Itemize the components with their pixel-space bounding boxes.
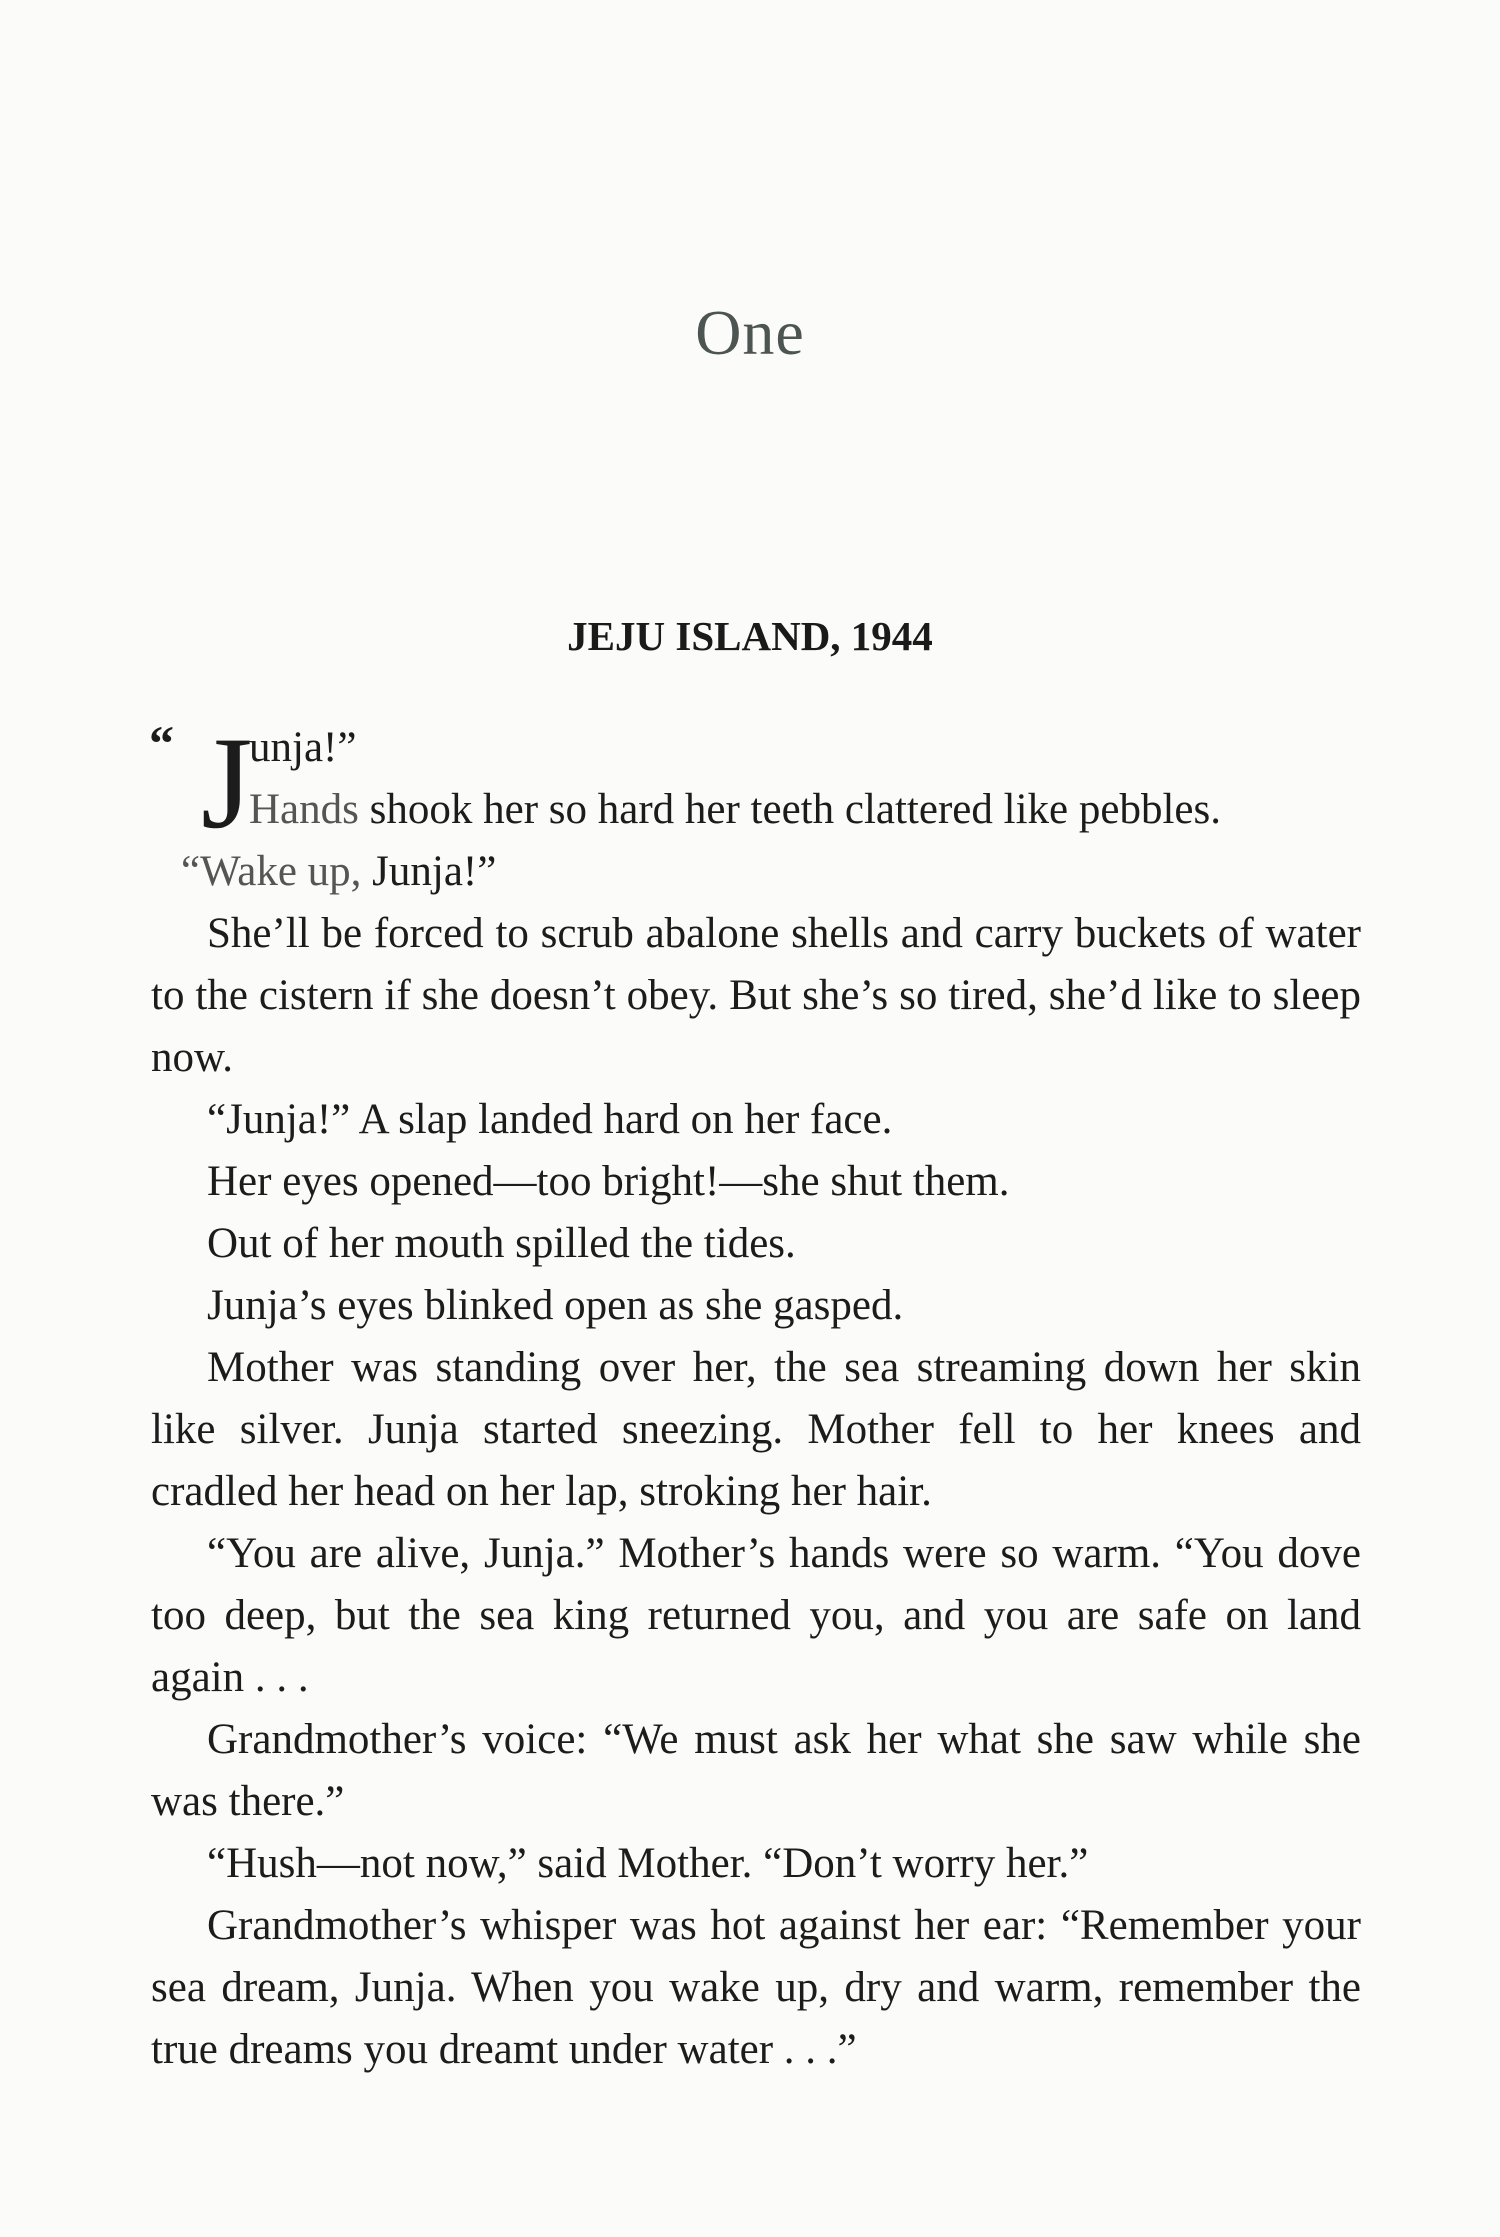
opening-line-2-lead: Hands xyxy=(249,786,359,833)
paragraph: “Hush—not now,” said Mother. “Don’t worry her.” xyxy=(207,1840,1089,1887)
dropcap-letter: J xyxy=(201,709,253,856)
section-heading: JEJU ISLAND, 1944 xyxy=(567,613,933,659)
opening-line-3-lead: “Wake up, xyxy=(181,848,362,895)
paragraph: Her eyes opened—too bright!—she shut them. xyxy=(207,1158,1010,1205)
paragraph: Junja’s eyes blinked open as she gasped. xyxy=(207,1282,904,1329)
chapter-title: One xyxy=(695,297,805,368)
paragraph: Out of her mouth spilled the tides. xyxy=(207,1220,796,1267)
opening-line-3-rest: Junja!” xyxy=(361,848,497,895)
paragraph: “You are alive, Junja.” Mother’s hands were so warm. “You dove too deep, but the sea king returned you, and you are safe on land again . . . xyxy=(151,1530,1361,1701)
opening-line-3 xyxy=(181,841,496,903)
dropcap-open-quote: “ xyxy=(149,715,174,771)
paragraph: Grandmother’s whisper was hot against her ear: “Remember your sea dream, Junja. When you wake up, dry and warm, remember the true dreams you dreamt under water . . .” xyxy=(151,1902,1361,2073)
paragraph: “Junja!” A slap landed hard on her face. xyxy=(207,1096,893,1143)
opening-line-2 xyxy=(249,779,1221,841)
paragraph: She’ll be forced to scrub abalone shells and carry buckets of water to the cistern if she doesn’t obey. But she’s so tired, she’d like to sleep now. xyxy=(151,910,1361,1081)
opening-line-2-rest: shook her so hard her teeth clattered like pebbles. xyxy=(358,786,1221,833)
opening-dropcap-block xyxy=(149,709,1361,903)
paragraph: Mother was standing over her, the sea streaming down her skin like silver. Junja started sneezing. Mother fell to her knees and cradled her head on her lap, stroking her hair. xyxy=(151,1344,1361,1515)
paragraph: Grandmother’s voice: “We must ask her what she saw while she was there.” xyxy=(151,1716,1361,1825)
opening-line-1: unja!” xyxy=(249,724,357,771)
chapter-body xyxy=(149,709,1361,2081)
